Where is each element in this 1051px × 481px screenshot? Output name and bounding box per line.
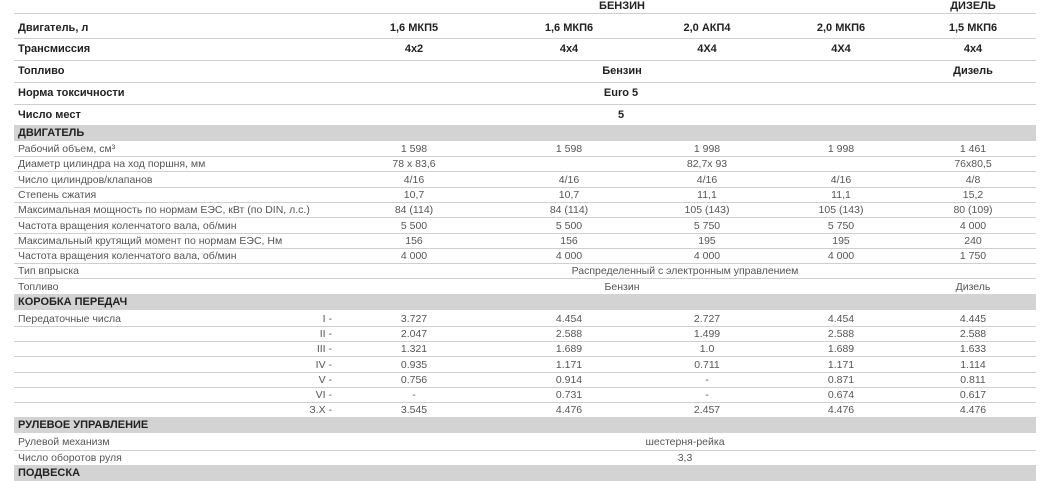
divider xyxy=(14,341,1036,342)
divider xyxy=(14,450,1036,451)
divider xyxy=(14,248,1036,249)
divider xyxy=(14,263,1036,264)
cell: 1.689 xyxy=(827,343,855,355)
cell: 4x2 xyxy=(404,43,424,55)
cell: 4 000 xyxy=(400,250,428,262)
cell: 4.454 xyxy=(827,313,855,325)
cell: 156 xyxy=(560,235,578,247)
cell: 4x4 xyxy=(559,43,579,55)
cell: 1,6 МКП5 xyxy=(389,22,439,34)
cell: 1 598 xyxy=(555,143,583,155)
section-suspension xyxy=(14,465,1036,481)
divider xyxy=(14,202,1036,203)
cell: 1 750 xyxy=(959,250,987,262)
cell: 76x80,5 xyxy=(954,158,992,170)
cell: шестерня-рейка xyxy=(645,436,725,448)
cell: 0.871 xyxy=(827,374,855,386)
cell: 78 x 83,6 xyxy=(392,158,436,170)
cell: 5 xyxy=(617,109,625,121)
cell: 11,1 xyxy=(831,189,851,201)
row-label: Число оборотов руля xyxy=(18,452,122,464)
cell: 2.588 xyxy=(959,328,987,340)
divider xyxy=(14,217,1036,218)
row-label: Число цилиндров/клапанов xyxy=(18,174,153,186)
cell: 1.633 xyxy=(959,343,987,355)
cell: 1.321 xyxy=(400,343,428,355)
cell: 3,3 xyxy=(677,452,693,464)
section-title: ДВИГАТЕЛЬ xyxy=(18,127,85,139)
cell: - xyxy=(705,374,709,386)
row-label: Степень сжатия xyxy=(18,189,97,201)
row-label: Число мест xyxy=(18,109,81,121)
gear-name: I - xyxy=(322,313,332,325)
divider xyxy=(14,82,1036,83)
cell: 4 000 xyxy=(827,250,855,262)
cell: 240 xyxy=(964,235,982,247)
divider xyxy=(14,104,1036,105)
row-label: Частота вращения коленчатого вала, об/мин xyxy=(18,220,237,232)
cell: 0.617 xyxy=(959,389,987,401)
cell: 0.731 xyxy=(555,389,583,401)
cell: 5 750 xyxy=(827,220,855,232)
gear-name: VI - xyxy=(315,389,332,401)
row-label: Норма токсичности xyxy=(18,87,125,99)
cell: 82,7x 93 xyxy=(686,158,728,170)
cell: 4.476 xyxy=(827,404,855,416)
cell: 0.756 xyxy=(400,374,428,386)
cell: 80 (109) xyxy=(953,204,993,216)
gear-name: V - xyxy=(318,374,332,386)
cell: Бензин xyxy=(602,65,642,77)
cell: 5 500 xyxy=(400,220,428,232)
cell: - xyxy=(705,389,709,401)
cell: 105 (143) xyxy=(818,204,864,216)
cell: 2.727 xyxy=(693,313,721,325)
cell: 84 (114) xyxy=(394,204,434,216)
cell: - xyxy=(412,389,416,401)
cell: 0.674 xyxy=(827,389,855,401)
divider xyxy=(14,402,1036,403)
cell: 4/16 xyxy=(830,174,852,186)
cell: 2,0 АКП4 xyxy=(683,22,731,34)
section-steering xyxy=(14,417,1036,433)
divider xyxy=(14,356,1036,357)
cell: Euro 5 xyxy=(603,87,639,99)
divider xyxy=(14,60,1036,61)
divider xyxy=(14,156,1036,157)
cell: 1,5 МКП6 xyxy=(948,22,998,34)
row-label: Диаметр цилиндра на ход поршня, мм xyxy=(18,158,206,170)
section-title: РУЛЕВОЕ УПРАВЛЕНИЕ xyxy=(18,419,149,431)
cell: 4X4 xyxy=(697,43,717,55)
cell: 4X4 xyxy=(831,43,851,55)
cell: 1 998 xyxy=(693,143,721,155)
cell: 2.588 xyxy=(827,328,855,340)
cell: 4/16 xyxy=(558,174,580,186)
row-label: Передаточные числа xyxy=(18,313,121,325)
cell: 1.689 xyxy=(555,343,583,355)
cell: Бензин xyxy=(604,281,640,293)
cell: 1.0 xyxy=(699,343,715,355)
cell: 3.727 xyxy=(400,313,428,325)
cell: 4.476 xyxy=(555,404,583,416)
cell: 1 598 xyxy=(400,143,428,155)
section-engine xyxy=(14,125,1036,141)
cell: 156 xyxy=(405,235,423,247)
divider xyxy=(14,171,1036,172)
row-label: Рулевой механизм xyxy=(18,436,110,448)
cell: 1.171 xyxy=(555,359,583,371)
cell: 4.476 xyxy=(959,404,987,416)
section-gearbox xyxy=(14,294,1036,310)
row-label: Максимальная мощность по нормам ЕЭС, кВт (по DIN, л.с.) xyxy=(18,204,310,216)
petrol-group-header: БЕНЗИН xyxy=(599,0,645,12)
cell: 84 (114) xyxy=(549,204,589,216)
row-label: Максимальный крутящий момент по нормам ЕЭС, Нм xyxy=(18,235,283,247)
gear-name: З.Х - xyxy=(309,404,332,416)
row-label: Рабочий объем, см³ xyxy=(18,143,116,155)
cell: 11,1 xyxy=(697,189,717,201)
cell: 4x4 xyxy=(963,43,983,55)
cell: 15,2 xyxy=(962,189,984,201)
section-title: КОРОБКА ПЕРЕДАЧ xyxy=(18,296,128,308)
row-label: Трансмиссия xyxy=(18,43,91,55)
cell: Дизель xyxy=(955,281,991,293)
cell: 0.914 xyxy=(555,374,583,386)
cell: 1,6 МКП6 xyxy=(544,22,594,34)
cell: 3.545 xyxy=(400,404,428,416)
cell: 0.711 xyxy=(694,359,720,371)
cell: 4/8 xyxy=(965,174,981,186)
row-label: Двигатель, л xyxy=(18,22,89,34)
cell: 4/16 xyxy=(403,174,425,186)
divider xyxy=(14,233,1036,234)
cell: 10,7 xyxy=(403,189,425,201)
cell: 2,0 МКП6 xyxy=(816,22,866,34)
cell: 4 000 xyxy=(693,250,721,262)
row-label: Топливо xyxy=(18,281,59,293)
cell: 4.454 xyxy=(555,313,583,325)
cell: 2.457 xyxy=(693,404,721,416)
section-title: ПОДВЕСКА xyxy=(18,467,81,479)
cell: Дизель xyxy=(953,65,993,77)
cell: 1.499 xyxy=(693,328,721,340)
cell: Распределенный с электронным управлением xyxy=(571,265,799,277)
divider xyxy=(14,278,1036,279)
cell: 5 750 xyxy=(693,220,721,232)
divider xyxy=(14,13,1036,14)
divider xyxy=(14,372,1036,373)
cell: 0.935 xyxy=(400,359,428,371)
cell: 4.445 xyxy=(959,313,987,325)
cell: 105 (143) xyxy=(684,204,730,216)
row-label: Частота вращения коленчатого вала, об/мин xyxy=(18,250,237,262)
cell: 1 998 xyxy=(827,143,855,155)
diesel-group-header: ДИЗЕЛЬ xyxy=(950,0,996,12)
row-label: Тип впрыска xyxy=(18,265,79,277)
cell: 10,7 xyxy=(558,189,580,201)
cell: 2.047 xyxy=(400,328,428,340)
row-label: Топливо xyxy=(18,65,65,77)
divider xyxy=(14,38,1036,39)
gear-name: II - xyxy=(319,328,332,340)
cell: 195 xyxy=(832,235,850,247)
cell: 1.171 xyxy=(827,359,855,371)
cell: 4 000 xyxy=(959,220,987,232)
cell: 2.588 xyxy=(555,328,583,340)
divider xyxy=(14,326,1036,327)
cell: 4 000 xyxy=(555,250,583,262)
gear-name: III - xyxy=(316,343,332,355)
gear-name: IV - xyxy=(315,359,332,371)
cell: 1 461 xyxy=(959,143,987,155)
divider xyxy=(14,387,1036,388)
divider xyxy=(14,187,1036,188)
cell: 4/16 xyxy=(696,174,718,186)
cell: 5 500 xyxy=(555,220,583,232)
cell: 195 xyxy=(698,235,716,247)
cell: 1.114 xyxy=(960,359,986,371)
cell: 0.811 xyxy=(960,374,986,386)
